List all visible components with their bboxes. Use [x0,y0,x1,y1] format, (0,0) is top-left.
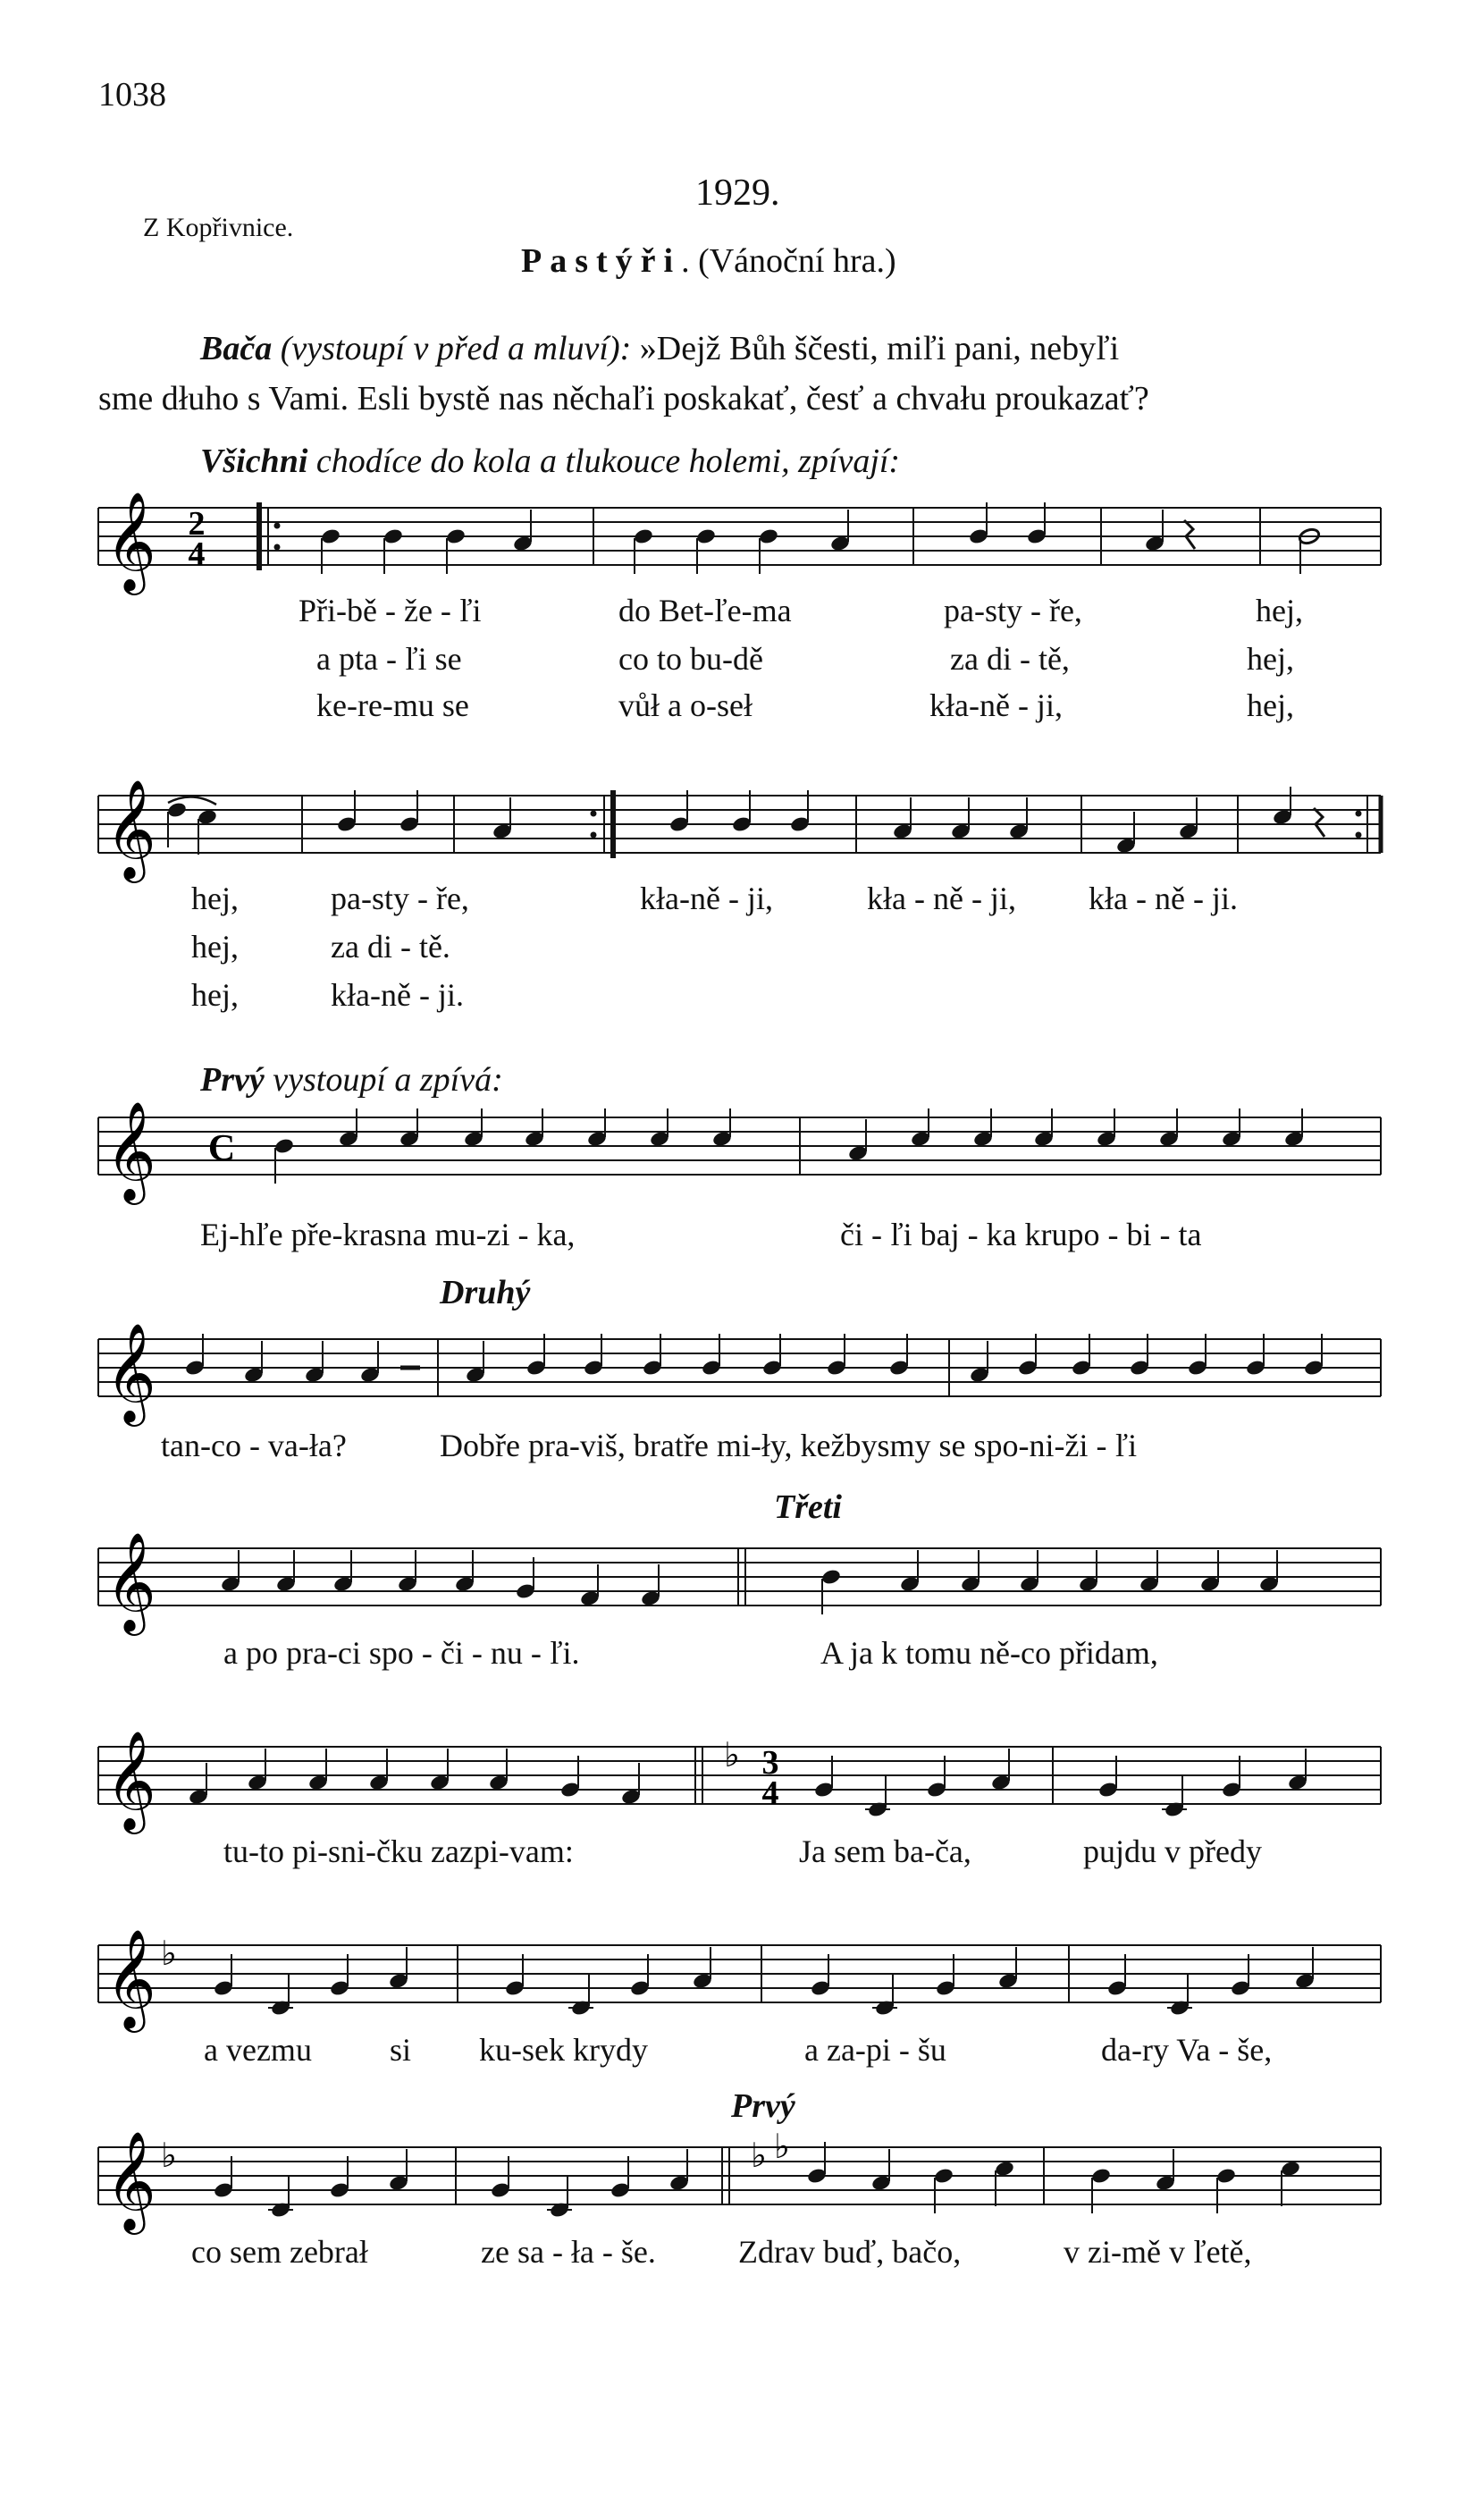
song-number: 1929. [695,173,780,214]
music-staff-4 [0,1322,1463,1437]
time-sig-bottom: 4 [761,1774,779,1812]
song-origin: Z Kopřivnice. [143,213,294,242]
lyric-v2-r1-a: hej, [191,881,239,916]
key-flat: ♭ [161,1934,177,1973]
treble-clef: 𝄞 [105,491,156,591]
lyric-l2-b: Dobře pra-viš, bratře mi-ły, kežbysmy se spo-ni-ži - ľi [440,1428,1138,1463]
key-flat-b: ♭ [751,2136,767,2175]
lyric-l3-a: a po pra-ci spo - či - nu - ľi. [223,1635,580,1671]
lyric-v1-r2-d: hej, [1247,641,1294,677]
lyric-v2-r2-a: hej, [191,929,239,965]
treble-clef: 𝄞 [105,1531,156,1631]
intro-speech-1: »Dejž Bůh ščesti, miľi pani, nebyľi [639,330,1120,367]
lyric-l5-d: a za-pi - šu [804,2032,946,2068]
lyric-l4-b: Ja sem ba-ča, [799,1833,971,1869]
voice-first-again: Prvý [731,2087,795,2125]
lyric-v1-r3-a: ke-re-mu se [316,687,469,723]
music-staff-2 [0,779,1463,894]
lyric-v1-r2-c: za di - tě, [950,641,1070,677]
lyric-v1-r1-c: pa-sty - ře, [944,593,1082,628]
voice-third: Třeti [774,1488,842,1526]
lyric-v2-r1-e: kła - ně - ji. [1089,881,1238,916]
lyric-v1-r3-d: hej, [1247,687,1294,723]
time-sig-common: C [207,1128,236,1169]
music-staff-7 [0,1928,1463,2044]
lyric-l5-b: si [390,2032,412,2068]
treble-clef: 𝄞 [105,1100,156,1201]
lyric-v1-r1-a: Při-bě - že - ľi [298,593,482,628]
intro-line-2: sme dłuho s Vami. Esli bystě nas něchaľi poskakať, česť a chvału proukazať? [98,380,1149,417]
treble-clef: 𝄞 [105,1928,156,2028]
lyric-l1-b: či - ľi baj - ka krupo - bi - ta [840,1217,1202,1252]
treble-clef: 𝄞 [105,1322,156,1422]
key-flat-e: ♭ [774,2127,790,2166]
music-staff-8 [0,2127,1463,2246]
lyric-l6-b: ze sa - ła - še. [481,2234,656,2270]
lyric-l6-a: co sem zebrał [191,2234,368,2270]
lyric-l3-b: A ja k tomu ně-co přidam, [820,1635,1158,1671]
first-voice-direction [200,1060,503,1100]
lyric-v2-r3-a: hej, [191,977,239,1013]
lyric-l6-c: Zdrav buď, bačo, [738,2234,962,2270]
lyric-v1-r1-b: do Bet-ľe-ma [618,593,792,628]
title-main: Pastýři [521,242,682,280]
chorus-instruction: chodíce do kola a tlukouce holemi, zpívají: [315,442,901,480]
lyric-v1-r1-d: hej, [1256,593,1303,628]
chorus-direction [200,442,900,481]
speaker-baca: Bača [200,330,273,367]
title-subtitle: (Vánoční hra.) [698,242,896,280]
song-title [521,241,896,281]
lyric-l4-c: pujdu v předy [1083,1833,1262,1869]
stage-direction: (vystoupí v před a mluví): [280,330,632,367]
music-staff-6 [0,1730,1463,1845]
lyric-v2-r3-b: kła-ně - ji. [331,977,464,1013]
lyric-v2-r1-b: pa-sty - ře, [331,881,469,916]
lyric-v2-r2-b: za di - tě. [331,929,450,965]
lyric-l4-a: tu-to pi-sni-čku zazpi-vam: [223,1833,574,1869]
voice-second: Druhý [440,1274,531,1311]
lyric-v2-r1-d: kła - ně - ji, [867,881,1016,916]
lyric-v1-r3-b: vůł a o-seł [618,687,753,723]
lyric-l6-d: v zi-mě v ľetě, [1064,2234,1252,2270]
time-sig-top: 2 [188,505,206,543]
speaker-first: Prvý [200,1061,265,1099]
treble-clef: 𝄞 [105,779,156,879]
lyric-l5-e: da-ry Va - še, [1101,2032,1273,2068]
lyric-v1-r2-a: a pta - ľi se [316,641,462,677]
lyric-v1-r3-c: kła-ně - ji, [929,687,1063,723]
lyric-l5-c: ku-sek krydy [479,2032,648,2068]
lyric-v2-r1-c: kła-ně - ji, [640,881,773,916]
lyric-l1-a: Ej-hľe pře-krasna mu-zi - ka, [200,1217,576,1252]
treble-clef: 𝄞 [105,2130,156,2230]
music-staff-5 [0,1531,1463,1647]
lyric-l5-a: a vezmu [204,2032,312,2068]
key-flat: ♭ [161,2136,177,2175]
time-sig-bottom: 4 [188,535,206,573]
lyric-l2-a: tan-co - va-ła? [161,1428,347,1463]
speaker-all: Všichni [200,442,308,480]
page-number: 1038 [98,76,166,114]
first-instruction: vystoupí a zpívá: [273,1061,503,1099]
title-period: . [681,242,690,280]
treble-clef: 𝄞 [105,1730,156,1830]
time-sig-top: 3 [761,1744,779,1782]
music-staff-3 [0,1100,1463,1216]
lyric-v1-r2-b: co to bu-dě [618,641,763,677]
key-flat: ♭ [724,1735,740,1774]
music-staff-1 [0,491,1463,606]
intro-line-1 [200,329,1119,368]
